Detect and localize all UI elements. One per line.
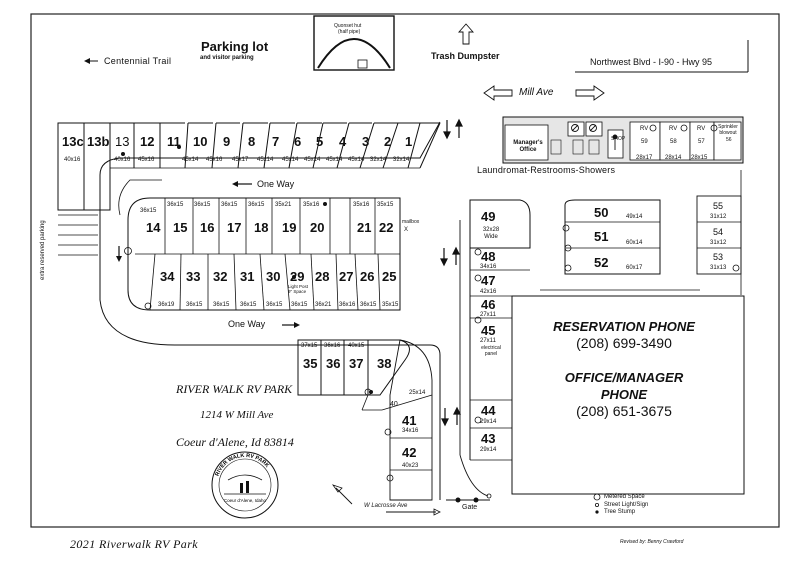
site-number: 50 bbox=[594, 205, 609, 220]
site-number: 20 bbox=[310, 220, 325, 235]
site-number: 59 bbox=[641, 139, 648, 145]
park-street: 1214 W Mill Ave bbox=[200, 409, 274, 421]
office-phone-number: (208) 651-3675 bbox=[576, 403, 672, 419]
site-dimension: 32x28 Wide bbox=[482, 227, 500, 240]
site-dimension: 40x16 bbox=[114, 157, 131, 163]
extra-parking-lines bbox=[58, 215, 98, 255]
mailbox-marker: X bbox=[404, 227, 409, 233]
svg-text:Coeur d'Alene, Idaho: Coeur d'Alene, Idaho bbox=[223, 498, 267, 503]
site-dimension: 31x13 bbox=[710, 265, 727, 271]
site-number: 6 bbox=[294, 134, 302, 149]
site-number: 22 bbox=[379, 220, 394, 235]
site-dimension: 36x15 bbox=[194, 202, 211, 208]
site-dimension: 60x17 bbox=[626, 265, 643, 271]
centennial-arrow-icon bbox=[84, 58, 90, 64]
park-name: RIVER WALK RV PARK bbox=[176, 382, 293, 396]
site-dimension: 45x14 bbox=[304, 157, 321, 163]
site-number: 14 bbox=[146, 220, 161, 235]
site-dimension: 34x16 bbox=[480, 264, 497, 270]
site-number: 30 bbox=[266, 269, 281, 284]
site-dimension: 45x14 bbox=[257, 157, 274, 163]
electrical-panel-label: electrical panel bbox=[481, 345, 501, 357]
site-dimension: 25x14 bbox=[409, 390, 426, 396]
revised-by: Revised by: Benny Crawford bbox=[620, 539, 684, 545]
site-dimension: 45x17 bbox=[232, 157, 249, 163]
site-dimension: 45x14 bbox=[182, 157, 199, 163]
site-dimension: 29x14 bbox=[480, 419, 497, 425]
site-number: 49 bbox=[481, 209, 496, 224]
site-dimension: 40x15 bbox=[348, 343, 365, 349]
site-number: 13c bbox=[62, 134, 84, 149]
site-dimension: 36x16 bbox=[339, 302, 356, 308]
site-number: 5 bbox=[316, 134, 324, 149]
one-way-top-label: One Way bbox=[257, 179, 295, 189]
site-number: 33 bbox=[186, 269, 201, 284]
sprinkler-label: Sprinkler blowout bbox=[718, 124, 738, 136]
site-number: 18 bbox=[254, 220, 269, 235]
site-number: 46 bbox=[481, 297, 496, 312]
site-number: 53 bbox=[713, 252, 724, 262]
site-dimension: 40x23 bbox=[402, 463, 419, 469]
site-number: 15 bbox=[173, 220, 188, 235]
site-dimension: 34x16 bbox=[402, 428, 419, 434]
site-number: 54 bbox=[713, 227, 724, 237]
northwest-blvd-label: Northwest Blvd - I-90 - Hwy 95 bbox=[590, 57, 713, 67]
site-number: 19 bbox=[282, 220, 297, 235]
office-phone-label-1: OFFICE/MANAGER bbox=[564, 370, 684, 385]
site-dimension: 36x15 bbox=[186, 302, 203, 308]
site-dimension: 45x14 bbox=[348, 157, 365, 163]
site-dimension: 28x14 bbox=[665, 155, 682, 161]
legend-stump-icon bbox=[595, 510, 598, 513]
site-number: 28 bbox=[315, 269, 330, 284]
rv-label: RV bbox=[669, 126, 678, 132]
site-number: 44 bbox=[481, 403, 496, 418]
site-number: 13b bbox=[87, 134, 110, 149]
inner-loop-sites bbox=[128, 198, 400, 310]
site-dimension: 35x15 bbox=[382, 302, 399, 308]
site-dimension: 37x15 bbox=[301, 343, 318, 349]
trash-arrow-icon bbox=[459, 24, 473, 44]
site-number: 26 bbox=[360, 269, 375, 284]
site-number: 3 bbox=[362, 134, 370, 149]
site-dimension: 36x16 bbox=[324, 343, 341, 349]
site-number: 45 bbox=[481, 323, 496, 338]
laundromat-label: Laundromat-Restrooms-Showers bbox=[477, 165, 616, 175]
site-dimension: 60x14 bbox=[626, 240, 643, 246]
site-number: 21 bbox=[357, 220, 372, 235]
park-city: Coeur d'Alene, Id 83814 bbox=[176, 435, 294, 449]
park-seal bbox=[212, 452, 278, 518]
rv-label: RV bbox=[697, 126, 706, 132]
site-number: 37 bbox=[349, 356, 364, 371]
one-way-left-arrow-icon bbox=[232, 181, 238, 187]
site-number: 4 bbox=[339, 134, 347, 149]
lacrosse-ave-label: W Lacrosse Ave bbox=[364, 503, 408, 509]
site-dimension: 36x15 bbox=[266, 302, 283, 308]
site-dimension: 32x14 bbox=[393, 157, 410, 163]
site-dimension: 31x12 bbox=[710, 214, 727, 220]
reservation-phone-label: RESERVATION PHONE bbox=[553, 319, 695, 334]
seal-text: RIVER WALK RV PARK bbox=[214, 452, 271, 478]
site-number: 29 bbox=[290, 269, 305, 284]
site-number: 40 bbox=[390, 401, 398, 408]
site-number: 10 bbox=[193, 134, 208, 149]
managers-office-label: Manager's Office bbox=[513, 140, 543, 153]
parking-lot-subtitle: and visitor parking bbox=[200, 55, 254, 61]
legend-street-light: Street Light/Sign bbox=[604, 502, 649, 508]
site-number: 47 bbox=[481, 273, 496, 288]
two-way-arrow-icon bbox=[441, 120, 462, 425]
site-dimension: 45x16 bbox=[206, 157, 223, 163]
legend-tree-stump: Tree Stump bbox=[604, 509, 636, 515]
site-number: 57 bbox=[698, 139, 705, 145]
site-dimension: 36x15 bbox=[221, 202, 238, 208]
site-number: 12 bbox=[140, 134, 155, 149]
site-dimension: 36x15 bbox=[240, 302, 257, 308]
site-number: 27 bbox=[339, 269, 354, 284]
site-number: 52 bbox=[594, 255, 609, 270]
mailbox-label: mailbox bbox=[402, 219, 420, 225]
legend-light-icon bbox=[595, 503, 598, 506]
office-phone-label-2: PHONE bbox=[600, 387, 648, 402]
site-number: 1 bbox=[405, 134, 413, 149]
legend-metered: Metered Space bbox=[604, 494, 645, 500]
site-dimension: 35x21 bbox=[275, 202, 292, 208]
site-number: 35 bbox=[303, 356, 318, 371]
site-number: 7 bbox=[272, 134, 280, 149]
site-dimension: 35x15 bbox=[377, 202, 394, 208]
site-number: 34 bbox=[160, 269, 175, 284]
site-number: 31 bbox=[240, 269, 255, 284]
footer-title: 2021 Riverwalk RV Park bbox=[70, 537, 199, 551]
trash-dumpster-label: Trash Dumpster bbox=[431, 51, 500, 61]
mill-ave-label: Mill Ave bbox=[519, 87, 554, 98]
site-dimension: 49x14 bbox=[626, 214, 643, 220]
site-dimension: 42x16 bbox=[480, 289, 497, 295]
site-dimension: 28x17 bbox=[636, 155, 653, 161]
site-number: 38 bbox=[377, 356, 392, 371]
site-number: 55 bbox=[713, 201, 724, 211]
one-way-bottom-label: One Way bbox=[228, 319, 266, 329]
site-dimension: 36x15 bbox=[248, 202, 265, 208]
site-number: 58 bbox=[670, 139, 677, 145]
lacrosse-arrow-icon bbox=[336, 488, 352, 504]
site-number: 25 bbox=[382, 269, 397, 284]
site-number: 32 bbox=[213, 269, 228, 284]
site-dimension: 45x14 bbox=[282, 157, 299, 163]
light-post-note: Light Post 9" Space bbox=[288, 284, 309, 294]
gate-label: Gate bbox=[462, 504, 478, 511]
site-number: 36 bbox=[326, 356, 341, 371]
site-dimension: 36x21 bbox=[315, 302, 332, 308]
site-dimension: 36x15 bbox=[140, 208, 157, 214]
extra-parking-label: extra reserved parking bbox=[40, 220, 46, 280]
site-number: 2 bbox=[384, 134, 392, 149]
sprinkler-number: 56 bbox=[726, 137, 732, 143]
site-number: 42 bbox=[402, 445, 417, 460]
site-dimension: 27x11 bbox=[480, 338, 496, 344]
site-dimension: 31x12 bbox=[710, 240, 727, 246]
site-dimension: 29x14 bbox=[480, 447, 497, 453]
site-number: 43 bbox=[481, 431, 496, 446]
site-number: 16 bbox=[200, 220, 215, 235]
site-number: 8 bbox=[248, 134, 256, 149]
site-dimension: 35x16 bbox=[353, 202, 370, 208]
site-dimension: 36x15 bbox=[167, 202, 184, 208]
parking-lot-title: Parking lot bbox=[201, 39, 269, 54]
reservation-phone-number: (208) 699-3490 bbox=[576, 335, 672, 351]
site-dimension: 45x14 bbox=[326, 157, 343, 163]
site-dimension: 27x11 bbox=[480, 312, 496, 318]
rv-label: RV bbox=[640, 126, 649, 132]
quonset-sublabel: (half pipe) bbox=[338, 29, 361, 35]
site-dimension: 36x15 bbox=[213, 302, 230, 308]
centennial-trail-label: Centennial Trail bbox=[104, 56, 172, 66]
site-dimension: 28x15 bbox=[691, 155, 708, 161]
shop-label: SHOP bbox=[611, 136, 626, 142]
site-number: 13 bbox=[115, 134, 130, 149]
contact-block bbox=[518, 318, 730, 420]
site-dimension: 40x16 bbox=[64, 157, 81, 163]
site-number: 9 bbox=[223, 134, 231, 149]
site-dimension: 32x14 bbox=[370, 157, 387, 163]
site-dimension: 35x16 bbox=[303, 202, 320, 208]
legend-meter-icon bbox=[594, 494, 600, 500]
site-number: 17 bbox=[227, 220, 242, 235]
site-number: 41 bbox=[402, 413, 417, 428]
site-number: 51 bbox=[594, 229, 609, 244]
quonset-label: Quonset hut bbox=[334, 23, 362, 29]
site-dimension: 36x19 bbox=[158, 302, 175, 308]
site-dimension: 36x15 bbox=[291, 302, 308, 308]
site-number: 48 bbox=[481, 249, 496, 264]
site-dimension: 45x16 bbox=[138, 157, 155, 163]
site-dimension: 36x15 bbox=[360, 302, 377, 308]
mid-sites bbox=[540, 200, 700, 290]
site-number: 11 bbox=[167, 134, 181, 149]
